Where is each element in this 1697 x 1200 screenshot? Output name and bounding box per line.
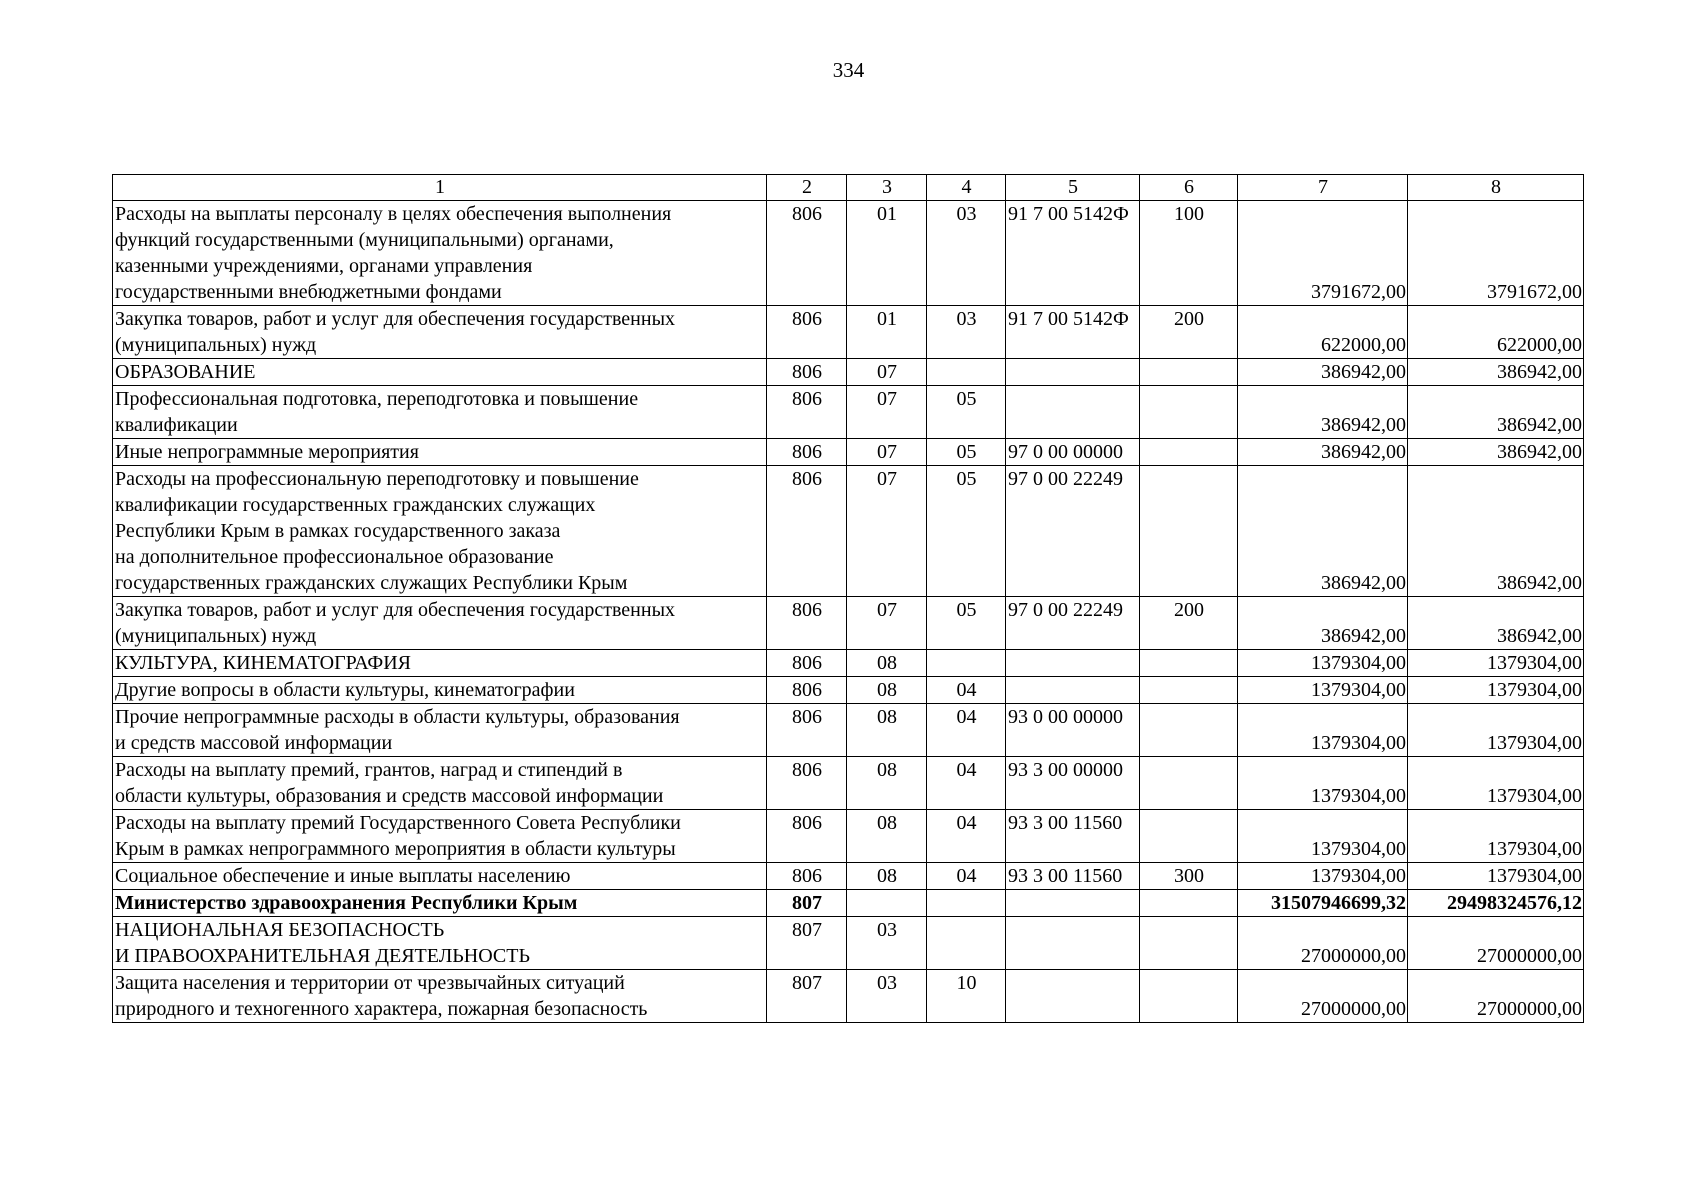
table-row <box>113 810 1584 863</box>
table-row <box>113 890 1584 917</box>
column-header: 2 <box>767 175 847 201</box>
amount-year2-cell: 622000,00 <box>1408 306 1584 359</box>
table-row <box>113 650 1584 677</box>
subsection-code-cell: 03 <box>927 201 1006 306</box>
description-line: Другие вопросы в области культуры, кинематографии <box>115 679 575 701</box>
column-header: 5 <box>1006 175 1140 201</box>
admin-code-cell: 806 <box>767 704 847 757</box>
subsection-code-cell: 05 <box>927 466 1006 597</box>
column-header: 1 <box>113 175 767 201</box>
amount-year1-cell: 1379304,00 <box>1238 704 1408 757</box>
description-line: Закупка товаров, работ и услуг для обеспечения государственных <box>115 599 676 621</box>
subsection-code-cell <box>927 890 1006 917</box>
expense-type-cell: 300 <box>1140 863 1238 890</box>
table-row <box>113 863 1584 890</box>
row-description <box>113 890 767 917</box>
amount-year2-cell: 1379304,00 <box>1408 757 1584 810</box>
amount-year1-cell: 1379304,00 <box>1238 863 1408 890</box>
row-description <box>113 677 767 704</box>
row-description <box>113 597 767 650</box>
subsection-code-cell: 03 <box>927 306 1006 359</box>
description-line: Расходы на выплату премий, грантов, наград и стипендий в <box>115 759 623 781</box>
admin-code-cell: 807 <box>767 890 847 917</box>
amount-year1-cell: 1379304,00 <box>1238 677 1408 704</box>
subsection-code-cell: 05 <box>927 597 1006 650</box>
subsection-code-cell: 04 <box>927 810 1006 863</box>
column-header: 4 <box>927 175 1006 201</box>
description-line: области культуры, образования и средств массовой информации <box>115 785 664 807</box>
amount-year2-cell: 386942,00 <box>1408 439 1584 466</box>
expense-type-cell <box>1140 386 1238 439</box>
expense-type-cell <box>1140 704 1238 757</box>
description-line: Республики Крым в рамках государственного заказа <box>115 520 561 542</box>
admin-code-cell: 806 <box>767 439 847 466</box>
row-description <box>113 439 767 466</box>
row-description <box>113 466 767 597</box>
amount-year2-cell: 386942,00 <box>1408 386 1584 439</box>
budget-table <box>112 174 1584 1023</box>
expense-type-cell <box>1140 466 1238 597</box>
subsection-code-cell <box>927 917 1006 970</box>
amount-year2-cell: 386942,00 <box>1408 359 1584 386</box>
amount-year1-cell: 3791672,00 <box>1238 201 1408 306</box>
amount-year2-cell: 1379304,00 <box>1408 704 1584 757</box>
amount-year1-cell: 1379304,00 <box>1238 757 1408 810</box>
section-code-cell: 07 <box>847 597 927 650</box>
admin-code-cell: 806 <box>767 650 847 677</box>
row-description <box>113 306 767 359</box>
column-header: 6 <box>1140 175 1238 201</box>
subsection-code-cell <box>927 650 1006 677</box>
target-article-cell <box>1006 970 1140 1023</box>
target-article-cell: 93 3 00 00000 <box>1006 757 1140 810</box>
row-description <box>113 917 767 970</box>
table-row <box>113 466 1584 597</box>
target-article-cell <box>1006 386 1140 439</box>
table-row <box>113 704 1584 757</box>
section-code-cell: 08 <box>847 757 927 810</box>
subsection-code-cell: 10 <box>927 970 1006 1023</box>
expense-type-cell <box>1140 677 1238 704</box>
amount-year2-cell: 27000000,00 <box>1408 970 1584 1023</box>
section-code-cell <box>847 890 927 917</box>
expense-type-cell: 100 <box>1140 201 1238 306</box>
amount-year2-cell: 386942,00 <box>1408 466 1584 597</box>
row-description <box>113 201 767 306</box>
description-line: функций государственными (муниципальными) органами, <box>115 229 614 251</box>
target-article-cell <box>1006 677 1140 704</box>
subsection-code-cell: 05 <box>927 386 1006 439</box>
table-row <box>113 597 1584 650</box>
amount-year2-cell: 1379304,00 <box>1408 650 1584 677</box>
target-article-cell: 93 0 00 00000 <box>1006 704 1140 757</box>
table-row <box>113 306 1584 359</box>
amount-year1-cell: 386942,00 <box>1238 439 1408 466</box>
description-line: на дополнительное профессиональное образование <box>115 546 554 568</box>
description-line: НАЦИОНАЛЬНАЯ БЕЗОПАСНОСТЬ <box>115 919 445 941</box>
description-line: И ПРАВООХРАНИТЕЛЬНАЯ ДЕЯТЕЛЬНОСТЬ <box>115 945 530 967</box>
target-article-cell: 97 0 00 22249 <box>1006 466 1140 597</box>
row-description <box>113 970 767 1023</box>
amount-year1-cell: 1379304,00 <box>1238 810 1408 863</box>
subsection-code-cell: 04 <box>927 757 1006 810</box>
amount-year1-cell: 27000000,00 <box>1238 970 1408 1023</box>
row-description <box>113 386 767 439</box>
admin-code-cell: 806 <box>767 359 847 386</box>
section-code-cell: 01 <box>847 201 927 306</box>
amount-year1-cell: 1379304,00 <box>1238 650 1408 677</box>
table-row <box>113 757 1584 810</box>
table-row <box>113 970 1584 1023</box>
description-line: Расходы на профессиональную переподготовку и повышение <box>115 468 639 490</box>
table-row <box>113 386 1584 439</box>
table-row <box>113 677 1584 704</box>
description-line: квалификации государственных гражданских служащих <box>115 494 596 516</box>
description-line: государственных гражданских служащих Республики Крым <box>115 572 628 594</box>
expense-type-cell <box>1140 917 1238 970</box>
admin-code-cell: 806 <box>767 466 847 597</box>
amount-year2-cell: 3791672,00 <box>1408 201 1584 306</box>
section-code-cell: 07 <box>847 466 927 597</box>
expense-type-cell <box>1140 810 1238 863</box>
amount-year2-cell: 386942,00 <box>1408 597 1584 650</box>
target-article-cell: 97 0 00 00000 <box>1006 439 1140 466</box>
admin-code-cell: 806 <box>767 597 847 650</box>
amount-year1-cell: 386942,00 <box>1238 597 1408 650</box>
description-line: Иные непрограммные мероприятия <box>115 441 419 463</box>
table-header-row <box>113 175 1584 201</box>
amount-year2-cell: 1379304,00 <box>1408 863 1584 890</box>
expense-type-cell: 200 <box>1140 306 1238 359</box>
description-line: Прочие непрограммные расходы в области культуры, образования <box>115 706 680 728</box>
admin-code-cell: 807 <box>767 970 847 1023</box>
amount-year2-cell: 27000000,00 <box>1408 917 1584 970</box>
row-description <box>113 359 767 386</box>
page-number: 334 <box>832 58 865 82</box>
expense-type-cell <box>1140 439 1238 466</box>
section-code-cell: 07 <box>847 386 927 439</box>
description-line: Закупка товаров, работ и услуг для обеспечения государственных <box>115 308 676 330</box>
target-article-cell: 91 7 00 5142Ф <box>1006 201 1140 306</box>
table-row <box>113 359 1584 386</box>
target-article-cell: 97 0 00 22249 <box>1006 597 1140 650</box>
expense-type-cell <box>1140 757 1238 810</box>
expense-type-cell <box>1140 970 1238 1023</box>
admin-code-cell: 806 <box>767 810 847 863</box>
row-description <box>113 863 767 890</box>
admin-code-cell: 806 <box>767 386 847 439</box>
admin-code-cell: 806 <box>767 306 847 359</box>
table-row <box>113 201 1584 306</box>
section-code-cell: 07 <box>847 439 927 466</box>
amount-year1-cell: 27000000,00 <box>1238 917 1408 970</box>
subsection-code-cell: 04 <box>927 863 1006 890</box>
description-line: Расходы на выплаты персоналу в целях обеспечения выполнения <box>115 203 672 225</box>
expense-type-cell <box>1140 359 1238 386</box>
expense-type-cell <box>1140 650 1238 677</box>
admin-code-cell: 806 <box>767 201 847 306</box>
table-body <box>113 201 1584 1023</box>
description-line: квалификации <box>115 414 238 436</box>
description-line: Крым в рамках непрограммного мероприятия в области культуры <box>115 838 676 860</box>
table-row <box>113 439 1584 466</box>
row-description <box>113 704 767 757</box>
row-description <box>113 757 767 810</box>
column-header: 3 <box>847 175 927 201</box>
subsection-code-cell: 04 <box>927 677 1006 704</box>
target-article-cell: 91 7 00 5142Ф <box>1006 306 1140 359</box>
description-line: и средств массовой информации <box>115 732 393 754</box>
target-article-cell: 93 3 00 11560 <box>1006 863 1140 890</box>
description-line: казенными учреждениями, органами управления <box>115 255 533 277</box>
target-article-cell <box>1006 359 1140 386</box>
admin-code-cell: 806 <box>767 677 847 704</box>
amount-year2-cell: 29498324576,12 <box>1408 890 1584 917</box>
description-line: Социальное обеспечение и иные выплаты населению <box>115 865 571 887</box>
section-code-cell: 08 <box>847 677 927 704</box>
subsection-code-cell <box>927 359 1006 386</box>
row-description <box>113 650 767 677</box>
description-line: КУЛЬТУРА, КИНЕМАТОГРАФИЯ <box>115 652 411 674</box>
section-code-cell: 07 <box>847 359 927 386</box>
description-line: Расходы на выплату премий Государственного Совета Республики <box>115 812 681 834</box>
section-code-cell: 08 <box>847 650 927 677</box>
description-line: природного и техногенного характера, пожарная безопасность <box>115 998 648 1020</box>
expense-type-cell: 200 <box>1140 597 1238 650</box>
amount-year2-cell: 1379304,00 <box>1408 810 1584 863</box>
table-row <box>113 917 1584 970</box>
description-line: Министерство здравоохранения Республики Крым <box>115 892 578 914</box>
target-article-cell <box>1006 650 1140 677</box>
target-article-cell <box>1006 917 1140 970</box>
section-code-cell: 08 <box>847 810 927 863</box>
subsection-code-cell: 04 <box>927 704 1006 757</box>
amount-year1-cell: 31507946699,32 <box>1238 890 1408 917</box>
section-code-cell: 08 <box>847 863 927 890</box>
column-header: 7 <box>1238 175 1408 201</box>
target-article-cell <box>1006 890 1140 917</box>
description-line: Профессиональная подготовка, переподготовка и повышение <box>115 388 639 410</box>
description-line: (муниципальных) нужд <box>115 334 317 356</box>
amount-year1-cell: 386942,00 <box>1238 466 1408 597</box>
description-line: Защита населения и территории от чрезвычайных ситуаций <box>115 972 625 994</box>
admin-code-cell: 806 <box>767 757 847 810</box>
subsection-code-cell: 05 <box>927 439 1006 466</box>
section-code-cell: 03 <box>847 970 927 1023</box>
section-code-cell: 08 <box>847 704 927 757</box>
expense-type-cell <box>1140 890 1238 917</box>
admin-code-cell: 806 <box>767 863 847 890</box>
amount-year1-cell: 622000,00 <box>1238 306 1408 359</box>
amount-year1-cell: 386942,00 <box>1238 386 1408 439</box>
column-header: 8 <box>1408 175 1584 201</box>
row-description <box>113 810 767 863</box>
description-line: ОБРАЗОВАНИЕ <box>115 361 256 383</box>
target-article-cell: 93 3 00 11560 <box>1006 810 1140 863</box>
description-line: государственными внебюджетными фондами <box>115 281 502 303</box>
section-code-cell: 01 <box>847 306 927 359</box>
description-line: (муниципальных) нужд <box>115 625 317 647</box>
section-code-cell: 03 <box>847 917 927 970</box>
amount-year1-cell: 386942,00 <box>1238 359 1408 386</box>
amount-year2-cell: 1379304,00 <box>1408 677 1584 704</box>
admin-code-cell: 807 <box>767 917 847 970</box>
